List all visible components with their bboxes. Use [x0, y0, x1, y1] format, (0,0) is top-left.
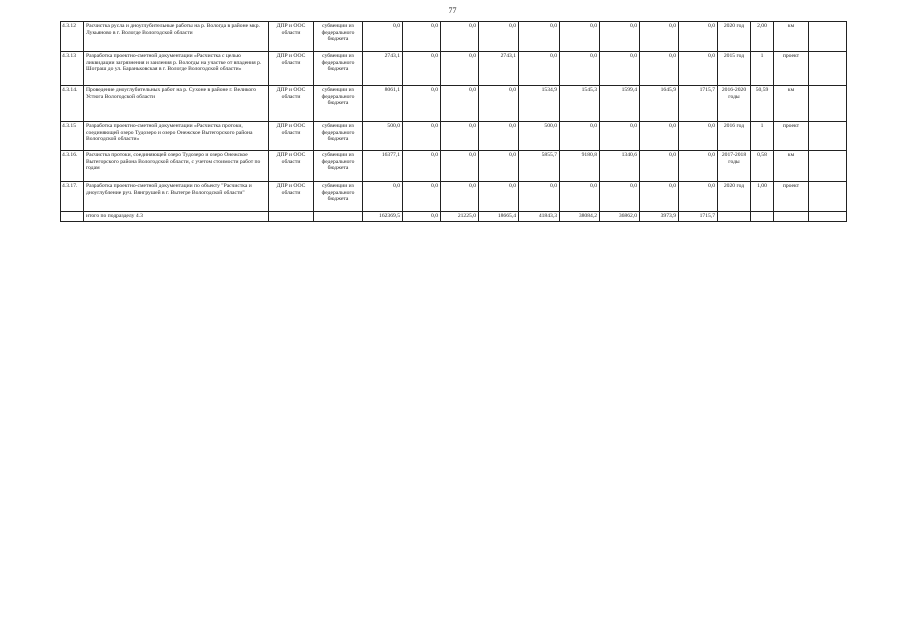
quantity: 50,59 — [751, 86, 774, 122]
period: 2016 год — [718, 122, 751, 151]
empty-cell — [809, 86, 847, 122]
quantity: 1 — [751, 52, 774, 86]
empty-cell — [269, 212, 314, 222]
funding-source: субвенции из федерального бюджета — [314, 22, 363, 52]
total-amount-cell: 3973,9 — [640, 212, 679, 222]
empty-cell — [774, 212, 809, 222]
amount-cell: 0,0 — [403, 52, 441, 86]
empty-cell — [809, 22, 847, 52]
total-amount-cell: 36862,0 — [600, 212, 640, 222]
page-number: 77 — [448, 6, 457, 15]
executor: ДПР и ООС области — [269, 22, 314, 52]
total-amount-cell: 41843,3 — [519, 212, 560, 222]
amount-cell: 0,0 — [441, 86, 479, 122]
budget-table-container — [60, 21, 847, 222]
row-number: 4.3.12 — [61, 22, 84, 52]
row-number: 4.3.16. — [61, 151, 84, 182]
amount-cell: 0,0 — [600, 22, 640, 52]
measure-name: Расчистка протоки, соединяющей озеро Тудозеро и озеро Онежское Вытегорского района Вологодской области, с учетом стоимости работ по годам — [84, 151, 269, 182]
row-number: 4.3.13 — [61, 52, 84, 86]
amount-cell: 0,0 — [519, 182, 560, 212]
amount-cell: 0,0 — [640, 52, 679, 86]
quantity: 0,58 — [751, 151, 774, 182]
executor: ДПР и ООС области — [269, 86, 314, 122]
amount-cell: 0,0 — [679, 22, 718, 52]
funding-source: субвенции из федерального бюджета — [314, 151, 363, 182]
quantity: 1,00 — [751, 182, 774, 212]
unit: проект — [774, 122, 809, 151]
amount-cell: 0,0 — [363, 22, 403, 52]
amount-cell: 0,0 — [441, 122, 479, 151]
empty-cell — [718, 212, 751, 222]
funding-source: субвенции из федерального бюджета — [314, 122, 363, 151]
executor: ДПР и ООС области — [269, 122, 314, 151]
amount-cell: 0,0 — [560, 182, 600, 212]
executor: ДПР и ООС области — [269, 182, 314, 212]
total-amount-cell: 21225,0 — [441, 212, 479, 222]
measure-name: Разработка проектно-сметной документации «Расчистка протоки, соединяющей озеро Тудозеро и озеро Онежское Вытегорского района Вологодской области» — [84, 122, 269, 151]
empty-cell — [314, 212, 363, 222]
row-number: 4.3.17. — [61, 182, 84, 212]
amount-cell: 0,0 — [441, 22, 479, 52]
amount-cell: 0,0 — [679, 151, 718, 182]
amount-cell: 1715,7 — [679, 86, 718, 122]
unit: км — [774, 22, 809, 52]
table-row — [61, 22, 847, 52]
amount-cell: 0,0 — [479, 151, 519, 182]
amount-cell: 0,0 — [441, 151, 479, 182]
amount-cell: 0,0 — [403, 122, 441, 151]
quantity: 2,00 — [751, 22, 774, 52]
amount-cell: 0,0 — [640, 22, 679, 52]
empty-cell — [809, 52, 847, 86]
amount-cell: 5855,7 — [519, 151, 560, 182]
amount-cell: 0,0 — [640, 182, 679, 212]
total-amount-cell: 1715,7 — [679, 212, 718, 222]
budget-table-body — [61, 22, 847, 222]
amount-cell: 0,0 — [479, 86, 519, 122]
amount-cell: 16377,1 — [363, 151, 403, 182]
amount-cell: 9180,8 — [560, 151, 600, 182]
amount-cell: 0,0 — [679, 182, 718, 212]
empty-cell — [809, 151, 847, 182]
amount-cell: 0,0 — [519, 52, 560, 86]
amount-cell: 8061,1 — [363, 86, 403, 122]
total-amount-cell: 162369,5 — [363, 212, 403, 222]
amount-cell: 0,0 — [479, 22, 519, 52]
total-amount-cell: 38084,2 — [560, 212, 600, 222]
unit: км — [774, 86, 809, 122]
amount-cell: 0,0 — [363, 182, 403, 212]
quantity: 1 — [751, 122, 774, 151]
amount-cell: 2743,1 — [479, 52, 519, 86]
period: 2016-2020 годы — [718, 86, 751, 122]
executor: ДПР и ООС области — [269, 52, 314, 86]
amount-cell: 1534,9 — [519, 86, 560, 122]
amount-cell: 0,0 — [560, 22, 600, 52]
period: 2015 год — [718, 52, 751, 86]
table-row — [61, 86, 847, 122]
amount-cell: 0,0 — [441, 52, 479, 86]
amount-cell: 1340,6 — [600, 151, 640, 182]
amount-cell: 0,0 — [600, 52, 640, 86]
unit: км — [774, 151, 809, 182]
amount-cell: 0,0 — [403, 182, 441, 212]
table-row — [61, 52, 847, 86]
period: 2020 год — [718, 22, 751, 52]
table-row — [61, 122, 847, 151]
funding-source: субвенции из федерального бюджета — [314, 182, 363, 212]
unit: проект — [774, 182, 809, 212]
table-row — [61, 151, 847, 182]
amount-cell: 1545,3 — [560, 86, 600, 122]
amount-cell: 500,0 — [363, 122, 403, 151]
amount-cell: 0,0 — [403, 151, 441, 182]
empty-cell — [809, 122, 847, 151]
empty-cell — [61, 212, 84, 222]
amount-cell: 0,0 — [560, 52, 600, 86]
measure-name: Разработка проектно-сметной документации по объекту "Расчистка и дноуглубление руч. Вянгрушей в г. Вытегре Вологодской области" — [84, 182, 269, 212]
total-amount-cell: 0,0 — [403, 212, 441, 222]
empty-cell — [809, 212, 847, 222]
amount-cell: 0,0 — [640, 151, 679, 182]
measure-name: Расчистка русла и дноуглубительные работы на р. Вологда в районе мкр. Лукьяново в г. Вологде Вологодской области — [84, 22, 269, 52]
amount-cell: 0,0 — [679, 52, 718, 86]
amount-cell: 0,0 — [479, 122, 519, 151]
amount-cell: 2743,1 — [363, 52, 403, 86]
amount-cell: 1645,9 — [640, 86, 679, 122]
total-label: итого по подразделу 4.3 — [84, 212, 269, 222]
period: 2017-2018 годы — [718, 151, 751, 182]
amount-cell: 0,0 — [519, 22, 560, 52]
amount-cell: 0,0 — [441, 182, 479, 212]
row-number: 4.3.15 — [61, 122, 84, 151]
amount-cell: 1599,4 — [600, 86, 640, 122]
funding-source: субвенции из федерального бюджета — [314, 86, 363, 122]
amount-cell: 0,0 — [600, 182, 640, 212]
amount-cell: 0,0 — [600, 122, 640, 151]
funding-source: субвенции из федерального бюджета — [314, 52, 363, 86]
table-row — [61, 182, 847, 212]
row-number: 4.3.14. — [61, 86, 84, 122]
unit: проект — [774, 52, 809, 86]
amount-cell: 0,0 — [403, 86, 441, 122]
amount-cell: 0,0 — [479, 182, 519, 212]
amount-cell: 0,0 — [403, 22, 441, 52]
total-row — [61, 212, 847, 222]
amount-cell: 0,0 — [560, 122, 600, 151]
amount-cell: 0,0 — [640, 122, 679, 151]
measure-name: Разработка проектно-сметной документации «Расчистка с целью ликвидации загрязнения и заиления р. Вологды на участке от впадения р. Шограш до ул. Бараньковская в г. Вологде Вологодской области» — [84, 52, 269, 86]
executor: ДПР и ООС области — [269, 151, 314, 182]
empty-cell — [809, 182, 847, 212]
total-amount-cell: 18665,4 — [479, 212, 519, 222]
measure-name: Проведение дноуглубительных работ на р. Сухоне в районе г. Великого Устюга Вологодской области — [84, 86, 269, 122]
budget-table — [60, 21, 847, 222]
amount-cell: 500,0 — [519, 122, 560, 151]
amount-cell: 0,0 — [679, 122, 718, 151]
period: 2020 год — [718, 182, 751, 212]
empty-cell — [751, 212, 774, 222]
